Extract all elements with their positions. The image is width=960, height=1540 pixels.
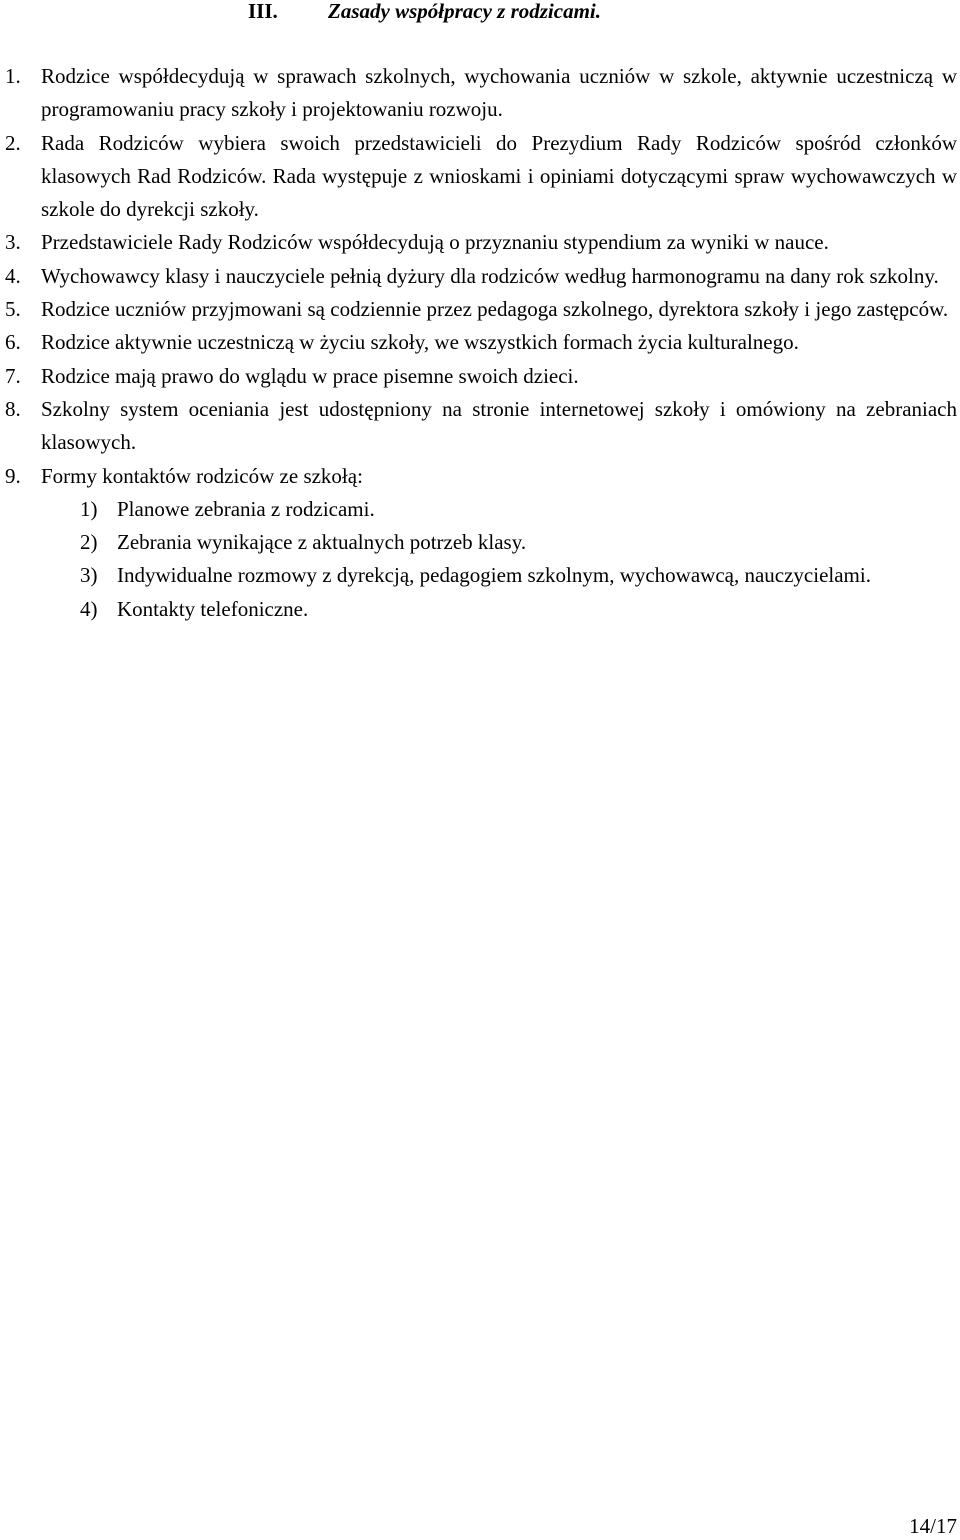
list-item bbox=[0, 360, 960, 393]
section-number: III. bbox=[248, 0, 278, 23]
list-item-text: Rada Rodziców wybiera swoich przedstawicieli do Prezydium Rady Rodziców spośród członków klasowych Rad Rodziców. Rada występuje z wnioskami i opiniami dotyczącymi spraw wychowawczych w szkole do dyrekcji szkoły. bbox=[41, 130, 957, 222]
contact-forms-sublist bbox=[41, 493, 957, 626]
list-item bbox=[0, 60, 960, 127]
sublist-item-number: 3) bbox=[80, 563, 98, 588]
list-item-number: 1. bbox=[5, 64, 21, 88]
rules-list bbox=[0, 60, 960, 626]
sublist-item-text: Zebrania wynikające z aktualnych potrzeb klasy. bbox=[117, 530, 527, 555]
list-item bbox=[0, 460, 960, 626]
list-item bbox=[0, 260, 960, 293]
list-item-text: Szkolny system oceniania jest udostępniony na stronie internetowej szkoły i omówiony na zebraniach klasowych. bbox=[41, 396, 957, 455]
section-heading bbox=[248, 0, 601, 25]
sublist-item bbox=[0, 526, 957, 559]
list-item-number: 7. bbox=[5, 363, 21, 388]
sublist-item bbox=[0, 559, 957, 592]
list-item-text: Formy kontaktów rodziców ze szkołą: bbox=[41, 463, 363, 488]
list-item-number: 2. bbox=[5, 130, 21, 155]
sublist-item bbox=[0, 593, 957, 626]
page-number: 14/17 bbox=[909, 1514, 957, 1538]
sublist-item-text: Indywidualne rozmowy z dyrekcją, pedagogiem szkolnym, wychowawcą, nauczycielami. bbox=[117, 563, 871, 588]
list-item-number: 5. bbox=[5, 297, 21, 322]
list-item-text: Rodzice aktywnie uczestniczą w życiu szkoły, we wszystkich formach życia kulturalnego. bbox=[41, 330, 799, 355]
list-item-number: 8. bbox=[5, 396, 21, 421]
list-item-number: 3. bbox=[5, 230, 21, 255]
section-title: Zasady współpracy z rodzicami. bbox=[328, 0, 601, 23]
sublist-item-text: Planowe zebrania z rodzicami. bbox=[117, 496, 375, 521]
list-item bbox=[0, 127, 960, 227]
sublist-item-number: 2) bbox=[80, 530, 98, 555]
list-item-text: Przedstawiciele Rady Rodziców współdecydują o przyznaniu stypendium za wyniki w nauce. bbox=[41, 230, 829, 255]
list-item bbox=[0, 393, 960, 460]
sublist-item-number: 1) bbox=[80, 496, 98, 521]
sublist-item-text: Kontakty telefoniczne. bbox=[117, 596, 309, 621]
sublist-item bbox=[0, 493, 957, 526]
list-item-number: 4. bbox=[5, 263, 21, 288]
list-item-text: Rodzice współdecydują w sprawach szkolnych, wychowania uczniów w szkole, aktywnie uczestniczą w programowaniu pracy szkoły i projektowaniu rozwoju. bbox=[41, 64, 957, 122]
list-item bbox=[0, 226, 960, 259]
list-item-text: Wychowawcy klasy i nauczyciele pełnią dyżury dla rodziców według harmonogramu na dany rok szkolny. bbox=[41, 263, 939, 288]
sublist-item-number: 4) bbox=[80, 596, 98, 621]
list-item-number: 9. bbox=[5, 463, 21, 488]
list-item bbox=[0, 326, 960, 359]
list-item-text: Rodzice mają prawo do wglądu w prace pisemne swoich dzieci. bbox=[41, 363, 579, 388]
list-item-text: Rodzice uczniów przyjmowani są codziennie przez pedagoga szkolnego, dyrektora szkoły i jego zastępców. bbox=[41, 297, 949, 322]
list-item bbox=[0, 293, 960, 326]
list-item-number: 6. bbox=[5, 330, 21, 355]
